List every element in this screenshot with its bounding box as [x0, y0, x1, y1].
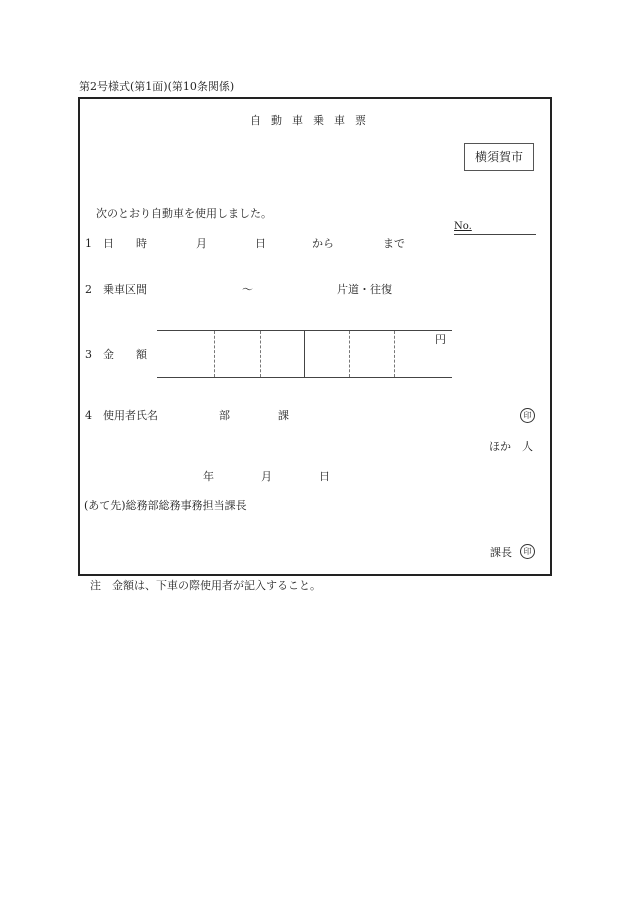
addressee: (あて先)総務部総務事務担当課長 [84, 499, 247, 512]
amount-bottom-line [157, 377, 452, 378]
row4-number: 4 [85, 409, 92, 422]
amount-digit-divider [349, 331, 350, 377]
row2-label: 乗車区間 [103, 283, 147, 296]
row4-dept: 部 [219, 409, 230, 422]
note-text: 注 金額は、下車の際使用者が記入すること。 [90, 579, 321, 592]
row4-label: 使用者氏名 [103, 409, 158, 422]
number-label: No. [454, 221, 472, 232]
number-field[interactable] [454, 234, 536, 235]
amount-unit: 円 [435, 333, 446, 346]
form-title: 自動車乗車票 [250, 114, 376, 127]
date-year: 年 [203, 470, 214, 483]
city-box: 横須賀市 [464, 143, 534, 171]
row1-label: 日 時 [103, 237, 147, 250]
row4-section: 課 [278, 409, 289, 422]
row2-tilde: 〜 [242, 283, 253, 296]
row1-from: から [312, 237, 334, 250]
row2-number: 2 [85, 283, 92, 296]
amount-digit-divider [214, 331, 215, 377]
date-month: 月 [261, 470, 272, 483]
intro-text: 次のとおり自動車を使用しました。 [96, 207, 272, 220]
row1-day: 日 [255, 237, 266, 250]
user-seal-icon: 印 [520, 408, 535, 423]
row3-label: 金 額 [103, 348, 147, 361]
amount-thousands-divider [304, 331, 305, 377]
row1-number: 1 [85, 237, 92, 250]
chief-label: 課長 [490, 546, 512, 559]
date-day: 日 [319, 470, 330, 483]
amount-digit-divider [260, 331, 261, 377]
row3-number: 3 [85, 348, 92, 361]
chief-seal-icon: 印 [520, 544, 535, 559]
row1-until: まで [383, 237, 405, 250]
amount-digit-divider [394, 331, 395, 377]
others-count: ほか 人 [489, 440, 533, 453]
row2-trip-type: 片道・往復 [337, 283, 392, 296]
row1-month: 月 [196, 237, 207, 250]
form-header: 第2号様式(第1面)(第10条関係) [79, 80, 235, 93]
